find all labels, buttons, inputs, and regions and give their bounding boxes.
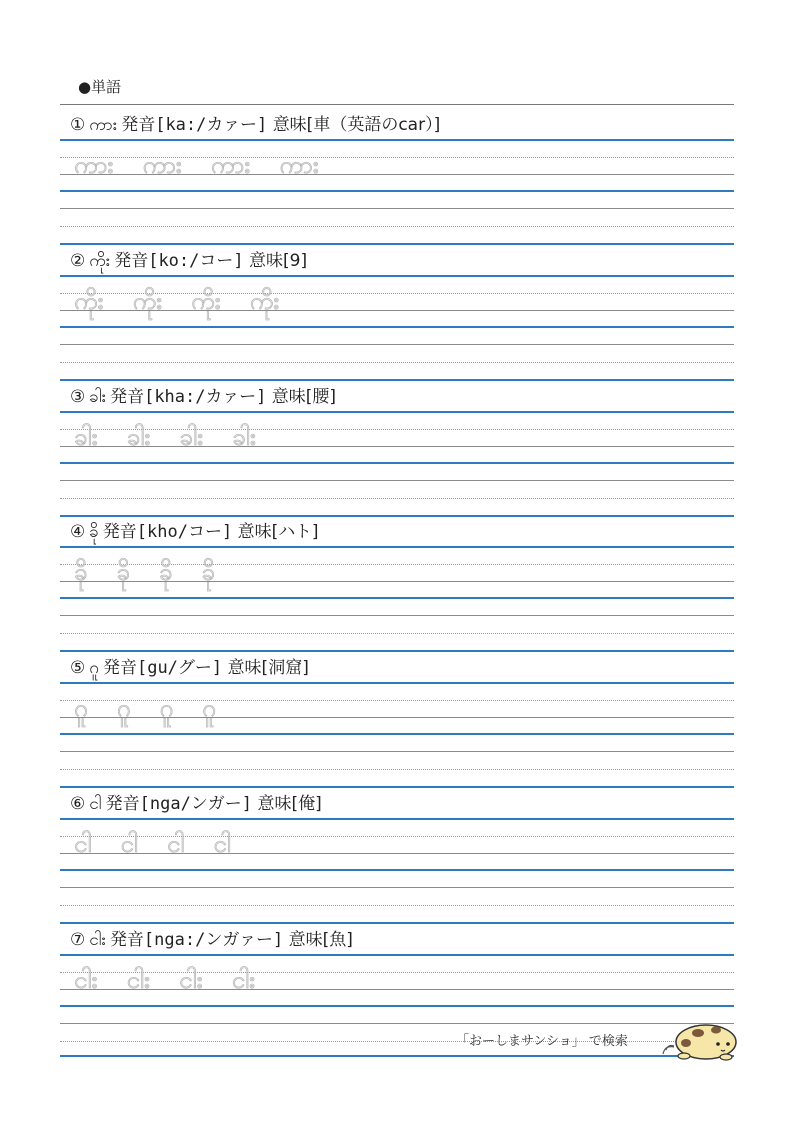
entry-pronunciation: 発音[ko:/コー]: [114, 251, 244, 271]
tracing-glyph: ငါ: [166, 830, 186, 858]
tracing-glyph: ခို: [116, 558, 131, 586]
entry-number: ④: [70, 522, 86, 542]
tracing-glyph: ခို: [201, 558, 216, 586]
vocab-entry: [60, 244, 734, 381]
header-divider: [60, 104, 734, 105]
ruled-line: [60, 615, 734, 616]
tracing-practice-row: [74, 963, 256, 997]
entry-number: ②: [70, 251, 86, 271]
ruled-line: [60, 769, 734, 770]
vocab-entry: [60, 923, 734, 1060]
turtle-mascot-icon: [660, 1016, 740, 1062]
ruled-line: [60, 905, 734, 906]
tracing-glyph: ဂူ: [74, 694, 89, 722]
entry-pronunciation: 発音[gu/グー]: [102, 658, 223, 678]
ruled-line: [60, 190, 734, 192]
tracing-glyph: ခါး: [126, 423, 152, 451]
entry-script: ငါး: [89, 930, 106, 950]
tracing-glyph: ဂူ: [159, 694, 175, 722]
entry-title: [70, 385, 336, 409]
tracing-glyph: ငါး: [179, 966, 204, 994]
ruled-line: [60, 818, 734, 820]
tracing-glyph: ကား: [279, 151, 320, 179]
vocab-entry: [60, 651, 734, 788]
ruled-line: [60, 633, 734, 634]
entry-title: [70, 928, 353, 952]
ruled-line: [60, 887, 734, 888]
entry-title: [70, 656, 309, 680]
entry-title: [70, 792, 322, 816]
ruled-line: [60, 275, 734, 277]
tracing-glyph: ခါး: [232, 423, 257, 451]
ruled-line: [60, 1005, 734, 1007]
ruled-line: [60, 869, 734, 871]
ruled-line: [60, 226, 734, 227]
tracing-glyph: ငါး: [74, 966, 99, 994]
entry-script: ငါ: [89, 794, 102, 814]
entry-pronunciation: 発音[kha:/カァー]: [110, 387, 267, 407]
ruled-line: [60, 597, 734, 599]
tracing-practice-row: [74, 420, 257, 454]
ruled-line: [60, 498, 734, 499]
tracing-glyph: ဂူ: [116, 694, 132, 722]
tracing-glyph: ငါး: [231, 966, 257, 994]
ruled-line: [60, 1041, 734, 1042]
entry-number: ⑥: [70, 794, 86, 814]
ruled-line: [60, 362, 734, 363]
ruled-line: [60, 733, 734, 735]
entry-title: [70, 249, 307, 273]
tracing-practice-row: [74, 691, 217, 725]
entry-script: ဂူ: [89, 658, 99, 678]
entry-pronunciation: 発音[nga:/ンガァー]: [109, 930, 284, 950]
vocab-entry: [60, 515, 734, 652]
tracing-glyph: ငါ: [213, 830, 232, 858]
vocab-entry: [60, 108, 734, 245]
tracing-practice-row: [74, 148, 320, 182]
entry-meaning: 意味[洞窟]: [227, 658, 309, 678]
entry-script: ကိုး: [89, 251, 111, 271]
tracing-glyph: ကား: [210, 151, 252, 179]
tracing-practice-row: [74, 284, 280, 318]
entry-number: ③: [70, 387, 86, 407]
ruled-line: [60, 1023, 734, 1024]
tracing-glyph: ခါး: [179, 423, 205, 451]
tracing-glyph: ခို: [159, 558, 174, 586]
entry-meaning: 意味[腰]: [271, 387, 337, 407]
tracing-glyph: ငါ: [74, 830, 93, 858]
tracing-glyph: ခို: [74, 558, 89, 586]
entry-pronunciation: 発音[ka:/カァー]: [121, 115, 268, 135]
tracing-glyph: ကိုး: [132, 287, 164, 315]
tracing-glyph: ကိုး: [249, 287, 281, 315]
entry-meaning: 意味[ハト]: [237, 522, 319, 542]
tracing-glyph: ငါး: [126, 966, 152, 994]
entry-pronunciation: 発音[nga/ンガー]: [105, 794, 253, 814]
entry-meaning: 意味[俺]: [257, 794, 322, 814]
tracing-glyph: ကိုး: [191, 287, 222, 315]
entry-pronunciation: 発音[kho/コー]: [102, 522, 233, 542]
entry-number: ⑤: [70, 658, 86, 678]
ruled-line: [60, 344, 734, 345]
entry-script: ခို: [89, 522, 99, 542]
ruled-line: [60, 480, 734, 481]
tracing-practice-row: [74, 555, 216, 589]
ruled-line: [60, 326, 734, 328]
tracing-glyph: ခါး: [74, 423, 99, 451]
vocab-entry: [60, 380, 734, 517]
tracing-glyph: ကိုး: [74, 287, 105, 315]
tracing-practice-row: [74, 827, 232, 861]
ruled-line: [60, 411, 734, 413]
ruled-line: [60, 139, 734, 141]
entry-title: [70, 520, 319, 544]
entry-title: [70, 113, 440, 137]
tracing-glyph: ငါ: [120, 830, 139, 858]
ruled-line: [60, 462, 734, 464]
footer-search-hint: 「おーしまサンショ」 で検索: [456, 1034, 628, 1049]
tracing-glyph: ဂူ: [202, 694, 217, 722]
entry-number: ⑦: [70, 930, 86, 950]
ruled-line: [60, 546, 734, 548]
header-label: ●単語: [78, 78, 122, 96]
ruled-line: [60, 1055, 734, 1057]
entry-number: ①: [70, 115, 86, 135]
tracing-glyph: ကား: [142, 151, 183, 179]
ruled-line: [60, 682, 734, 684]
ruled-line: [60, 954, 734, 956]
tracing-glyph: ကား: [74, 151, 115, 179]
ruled-line: [60, 208, 734, 209]
entry-meaning: 意味[魚]: [288, 930, 353, 950]
entry-meaning: 意味[9]: [249, 251, 308, 271]
ruled-line: [60, 751, 734, 752]
entry-meaning: 意味[車（英語のcar）]: [272, 115, 441, 135]
entry-script: ခါး: [89, 387, 107, 407]
vocab-entry: [60, 787, 734, 924]
entry-script: ကား: [89, 115, 118, 135]
